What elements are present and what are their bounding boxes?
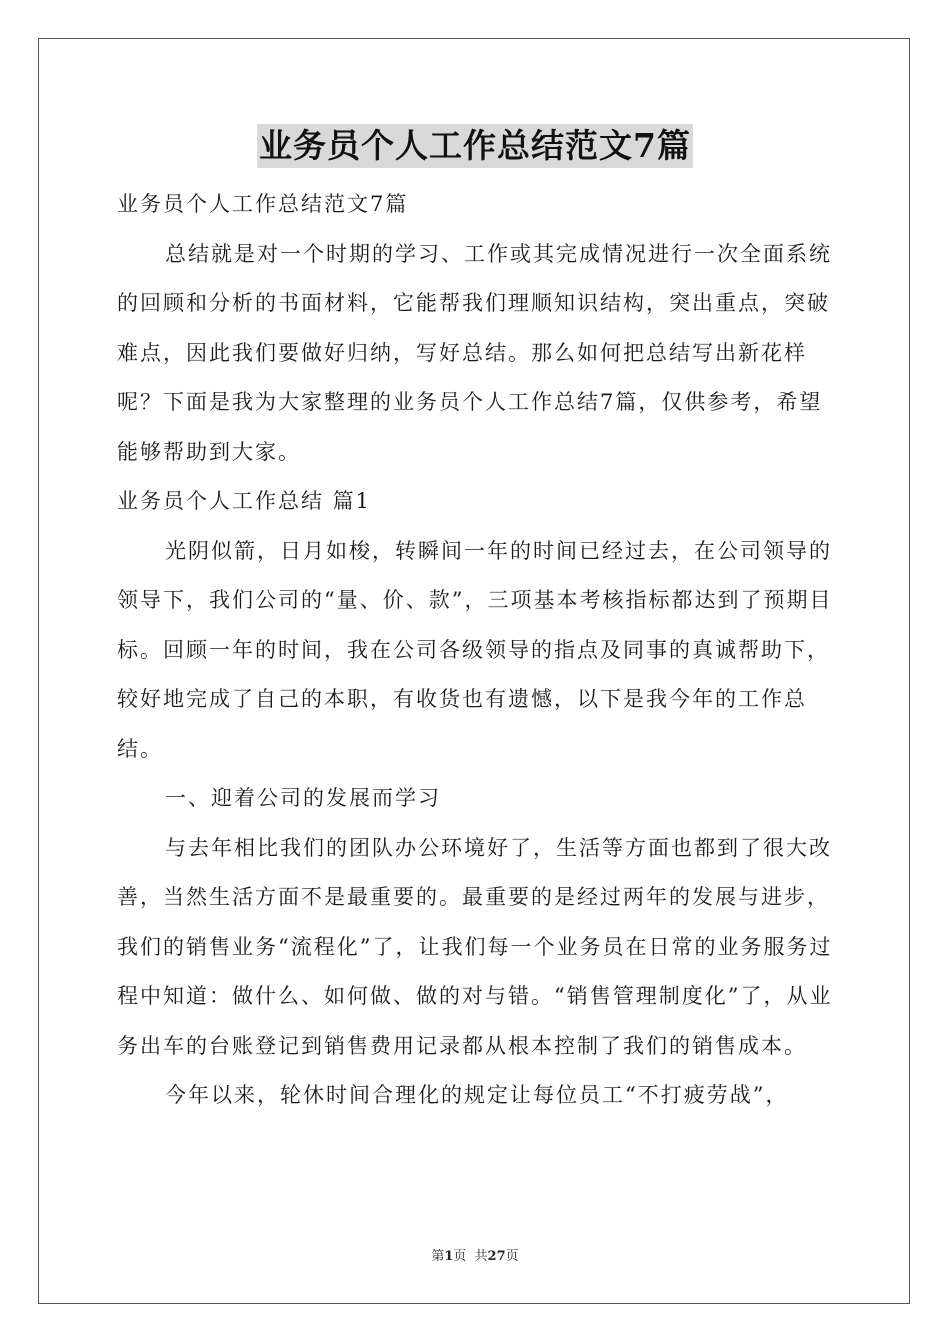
page-total-number: 27 (487, 1249, 506, 1264)
body-paragraph-1: 光阴似箭，日月如梭，转瞬间一年的时间已经过去，在公司领导的领导下，我们公司的“量、价、款”，三项基本考核指标都达到了预期目标。回顾一年的时间，我在公司各级领导的指点及同事的真诚帮助下，较好地完成了自己的本职，有收货也有遗憾，以下是我今年的工作总结。 (117, 538, 833, 761)
document-title: 业务员个人工作总结范文7篇 (257, 124, 693, 168)
body-paragraph-3: 今年以来，轮休时间合理化的规定让每位员工“不打疲劳战”， (165, 1083, 789, 1107)
sub-heading: 一、迎着公司的发展而学习 (165, 786, 441, 810)
page-current-number: 1 (444, 1249, 454, 1264)
intro-paragraph: 总结就是对一个时期的学习、工作或其完成情况进行一次全面系统的回顾和分析的书面材料，它能帮我们理顺知识结构，突出重点，突破难点，因此我们要做好归纳，写好总结。那么如何把总结写出新花样呢？下面是我为大家整理的业务员个人工作总结7篇，仅供参考，希望能够帮助到大家。 (117, 241, 832, 464)
page-mid: 页 共 (453, 1249, 488, 1264)
body-paragraph-2: 与去年相比我们的团队办公环境好了，生活等方面也都到了很大改善，当然生活方面不是最重要的。最重要的是经过两年的发展与进步，我们的销售业务“流程化”了，让我们每一个业务员在日常的业务服务过程中知道：做什么、如何做、做的对与错。“销售管理制度化”了，从业务出车的台账登记到销售费用记录都从根本控制了我们的销售成本。 (117, 835, 833, 1058)
document-subtitle: 业务员个人工作总结范文7篇 (117, 192, 409, 216)
page-suffix: 页 (505, 1249, 519, 1264)
page-footer (0, 1245, 950, 1264)
section-heading: 业务员个人工作总结 篇1 (117, 489, 372, 513)
title-container (0, 124, 950, 168)
document-body (117, 180, 837, 1121)
page-prefix: 第 (431, 1249, 445, 1264)
